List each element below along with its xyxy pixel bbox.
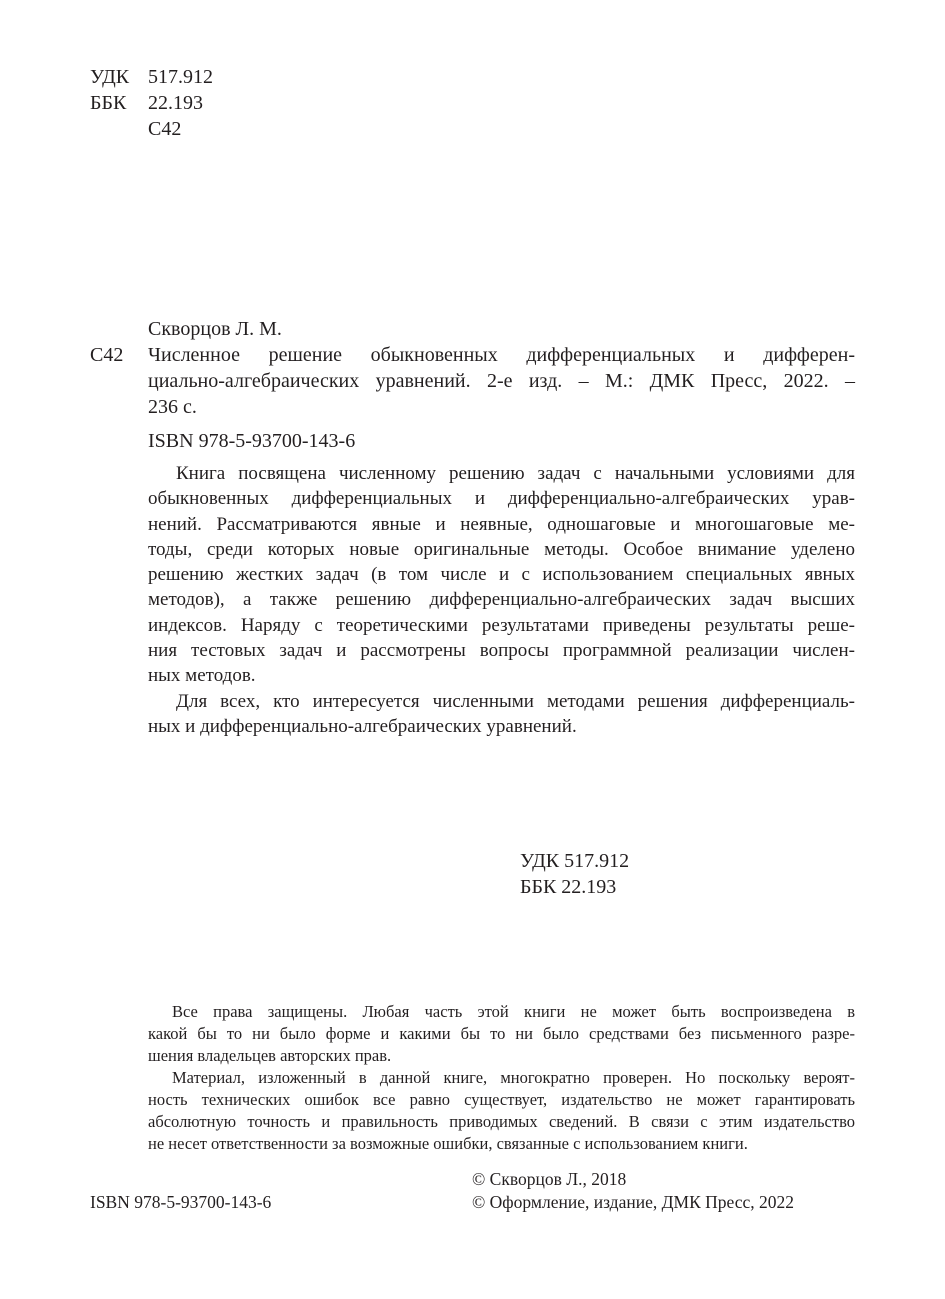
audience-line: Для всех, кто интересуется численными методами решения дифференциаль- (176, 690, 855, 712)
abstract-line: решению жестких задач (в том числе и с использованием специальных явных (148, 564, 855, 586)
abstract-line: обыкновенных дифференциальных и дифференциально-алгебраических урав- (148, 488, 855, 510)
bibliographic-title (148, 342, 855, 420)
title-line: циально-алгебраических уравнений. 2-е изд. – М.: ДМК Пресс, 2022. – (148, 370, 855, 392)
bbk-code: ББК 22.193 (520, 876, 617, 898)
rights-line: какой бы то ни было форме и какими бы то ни было средствами без письменного разре- (148, 1024, 855, 1043)
abstract (148, 461, 855, 739)
abstract-line: ния тестовых задач и рассмотрены вопросы программной реализации числен- (148, 640, 855, 662)
abstract-line: индексов. Наряду с теоретическими результатами приведены результаты реше- (148, 614, 855, 636)
udk-code: УДК 517.912 (520, 850, 630, 872)
classification-codes-right (520, 848, 629, 900)
entry-sign: С42 (90, 344, 124, 366)
abstract-line: нений. Рассматриваются явные и неявные, одношаговые и многошаговые ме- (148, 513, 855, 535)
rights-line: шения владельцев авторских прав. (148, 1046, 392, 1065)
copyright-block (472, 1168, 794, 1214)
copyright-publisher: © Оформление, издание, ДМК Пресс, 2022 (472, 1192, 795, 1212)
isbn: ISBN 978-5-93700-143-6 (148, 430, 356, 452)
abstract-line: Книга посвящена численному решению задач с начальными условиями для (176, 463, 855, 484)
disclaimer-line: не несет ответственности за возможные ошибки, связанные с использованием книги. (148, 1134, 748, 1153)
abstract-line: тоды, среди которых новые оригинальные методы. Особое внимание уделено (148, 538, 855, 560)
rights-notice (148, 1001, 855, 1155)
classification-codes (90, 64, 213, 142)
udk-value: 517.912 (148, 66, 213, 88)
footer-isbn: ISBN 978-5-93700-143-6 (90, 1192, 272, 1212)
title-line: Численное решение обыкновенных дифференциальных и дифферен- (148, 344, 855, 366)
abstract-line: методов), а также решению дифференциально-алгебраических задач высших (148, 589, 855, 611)
bbk-label: ББК (90, 92, 127, 114)
disclaimer-line: абсолютную точность и правильность приводимых сведений. В связи с этим издательство (148, 1112, 855, 1131)
rights-line: Все права защищены. Любая часть этой книги не может быть воспроизведена в (172, 1002, 855, 1021)
title-line: 236 с. (148, 396, 197, 418)
disclaimer-line: ность технических ошибок все равно существует, издательство не может гарантировать (148, 1090, 855, 1109)
author-sign: С42 (148, 118, 182, 140)
bbk-value: 22.193 (148, 92, 203, 114)
copyright-author: © Скворцов Л., 2018 (472, 1169, 627, 1189)
udk-label: УДК (90, 66, 130, 88)
audience-line: ных и дифференциально-алгебраических уравнений. (148, 715, 577, 737)
abstract-line: ных методов. (148, 665, 256, 687)
author-name: Скворцов Л. М. (148, 318, 282, 340)
disclaimer-line: Материал, изложенный в данной книге, многократно проверен. Но поскольку вероят- (172, 1068, 855, 1087)
